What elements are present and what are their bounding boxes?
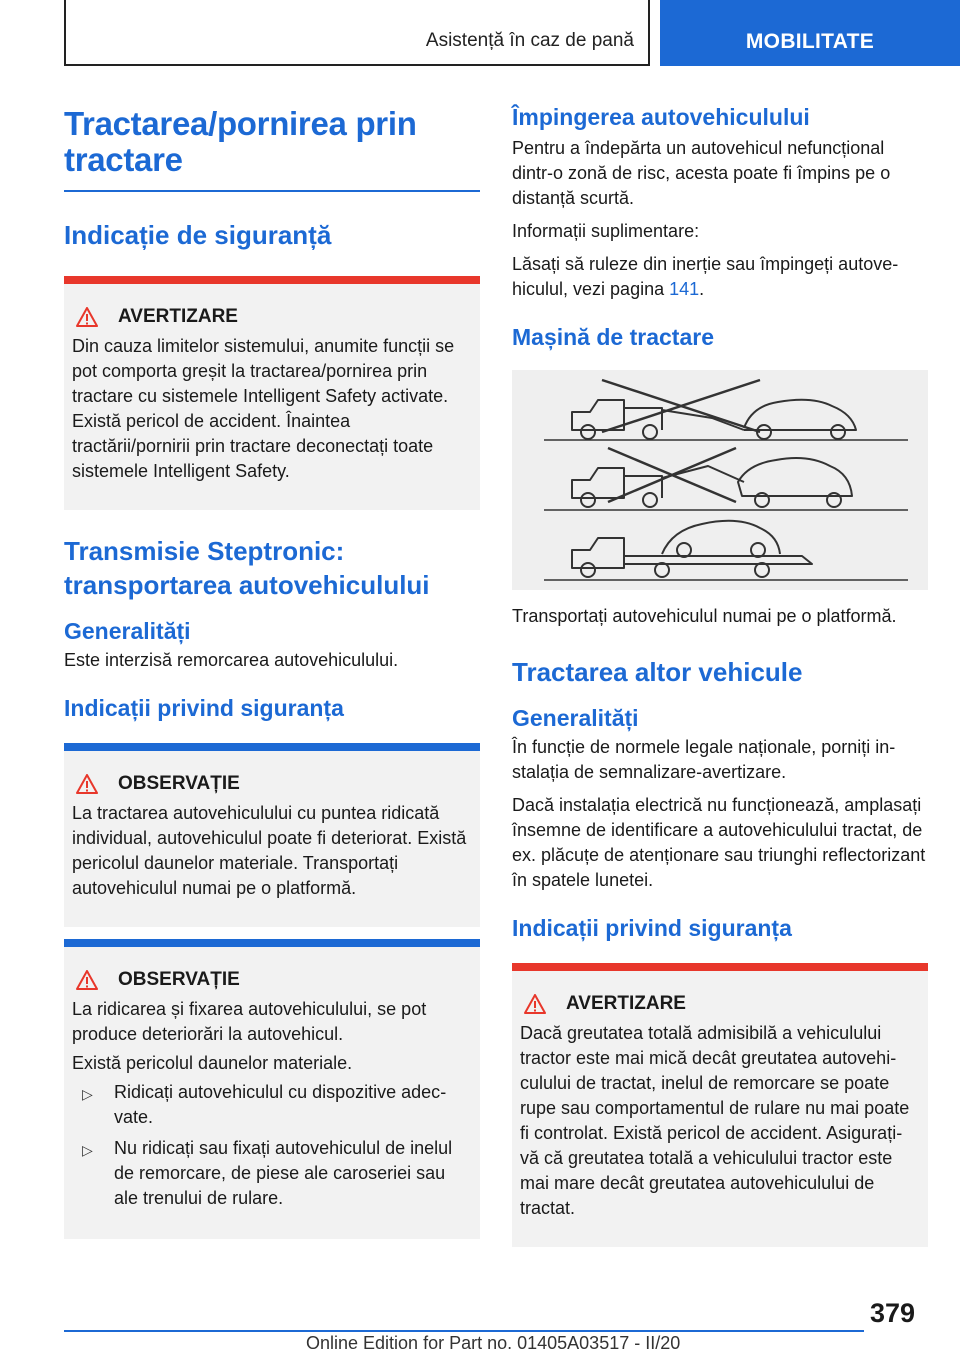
tow-truck-illustration (512, 370, 928, 590)
note-title: OBSERVAȚIE (76, 969, 472, 991)
heading-push: Împingerea autovehiculului (512, 104, 810, 130)
heading-towing-other: Tractarea altor vehicule (512, 657, 803, 687)
bullet-triangle-icon: ▷ (82, 1142, 93, 1158)
info-label: Informații suplimentare: (512, 221, 700, 241)
general2-text-2: Dacă instalația electrică nu funcționează, amplasați însemne de identificare a autovehiculului tractat, de ex. plăcuțe de atenționare sau triunghi reflectorizant în spatele lunetei. (512, 795, 926, 890)
heading-general-2: Generalități (512, 705, 639, 731)
footer-rule (64, 1330, 864, 1332)
warning-title: AVERTIZARE (524, 993, 920, 1015)
note-text: La tractarea autovehiculului cu puntea ridicată individual, autovehiculul poate fi deteriorat. Există pericolul daunelor materiale. Transportați autovehiculul numai pe o platformă. (72, 803, 467, 898)
header-section-box (64, 0, 650, 66)
note-box-lifting (64, 939, 480, 1239)
page-header (0, 0, 960, 66)
warning-triangle-icon (76, 307, 98, 327)
note-text-2: Există pericolul daunelor materiale. (72, 1053, 353, 1073)
warning-text: Dacă greutatea totală admisibilă a vehiculului tractor este mai mică decât greutatea autovehiculului de tractat, inelul de remorcare se poate rupe sau comportamentul de rulare nu mai poate fi controlat. Există pericol de accident. Asigurați-vă că greutatea totală a vehiculului tractor este mai mare decât greutatea autovehiculului de tractat. (520, 1023, 910, 1218)
page-reference-link[interactable]: 141 (669, 279, 700, 299)
heading-safety: Indicație de siguranță (64, 220, 332, 250)
warning-box-weight (512, 963, 928, 1247)
heading-safety-indications-2: Indicații privind siguranța (512, 915, 792, 941)
heading-tow-truck: Mașină de tractare (512, 324, 714, 350)
bullet-triangle-icon: ▷ (82, 1086, 93, 1102)
warning-triangle-icon (76, 774, 98, 794)
left-column (64, 100, 480, 1239)
header-section-title: Asistență în caz de pană (425, 30, 634, 51)
list-item: ▷ Ridicați autovehiculul cu dispozitive adecvate. (72, 1080, 472, 1130)
page-number: 379 (870, 1298, 916, 1328)
header-chapter-tab (660, 0, 960, 66)
general2-text-1: În funcție de normele legale naționale, porniți instalația de semnalizare-avertizare. (512, 737, 896, 782)
info-text: Lăsați să ruleze din inerție sau împingeți autovehiculul, vezi pagina 141. (512, 254, 899, 299)
warning-text: Din cauza limitelor sistemului, anumite funcții se pot comporta greșit la tractarea/pornirea prin tractare cu sistemele Intelligent Safety activate. Există pericol de accident. Înaintea tractării/pornirii prin tractare deconectați toate sistemele Intelligent Safety. (72, 336, 455, 481)
towing-methods-illustration (512, 370, 928, 590)
title-rule (64, 190, 480, 192)
note-text-1: La ridicarea și fixarea autovehiculului, se pot produce deteriorări la autovehicul. (72, 999, 427, 1044)
warning-title: AVERTIZARE (76, 306, 472, 328)
list-item: ▷ Nu ridicați sau fixați autovehiculul de inelul de remorcare, de piese ale caroseriei sau ale trenului de rulare. (72, 1136, 472, 1211)
warning-triangle-icon (76, 970, 98, 990)
warning-box-intelligent-safety (64, 276, 480, 510)
header-chapter-label: MOBILITATE (745, 30, 875, 53)
heading-steptronic: Transmisie Steptronic: transportarea autovehiculului (64, 536, 430, 600)
right-column (512, 100, 928, 1247)
note-box-lifted-axle (64, 743, 480, 927)
general-text: Este interzisă remorcarea autovehiculului. (64, 650, 399, 670)
note-title: OBSERVAȚIE (76, 773, 472, 795)
heading-safety-indications: Indicații privind siguranța (64, 695, 344, 721)
illustration-caption: Transportați autovehiculul numai pe o platformă. (512, 606, 897, 626)
page-title: Tractarea/pornirea prin tractare (64, 105, 417, 178)
warning-triangle-icon (524, 994, 546, 1014)
push-text: Pentru a îndepărta un autovehicul nefuncțional dintr-o zonă de risc, acesta poate fi împins pe o distanță scurtă. (512, 138, 891, 208)
footer-edition: Online Edition for Part no. 01405A03517 - II/20 (306, 1333, 681, 1353)
heading-general: Generalități (64, 618, 191, 644)
